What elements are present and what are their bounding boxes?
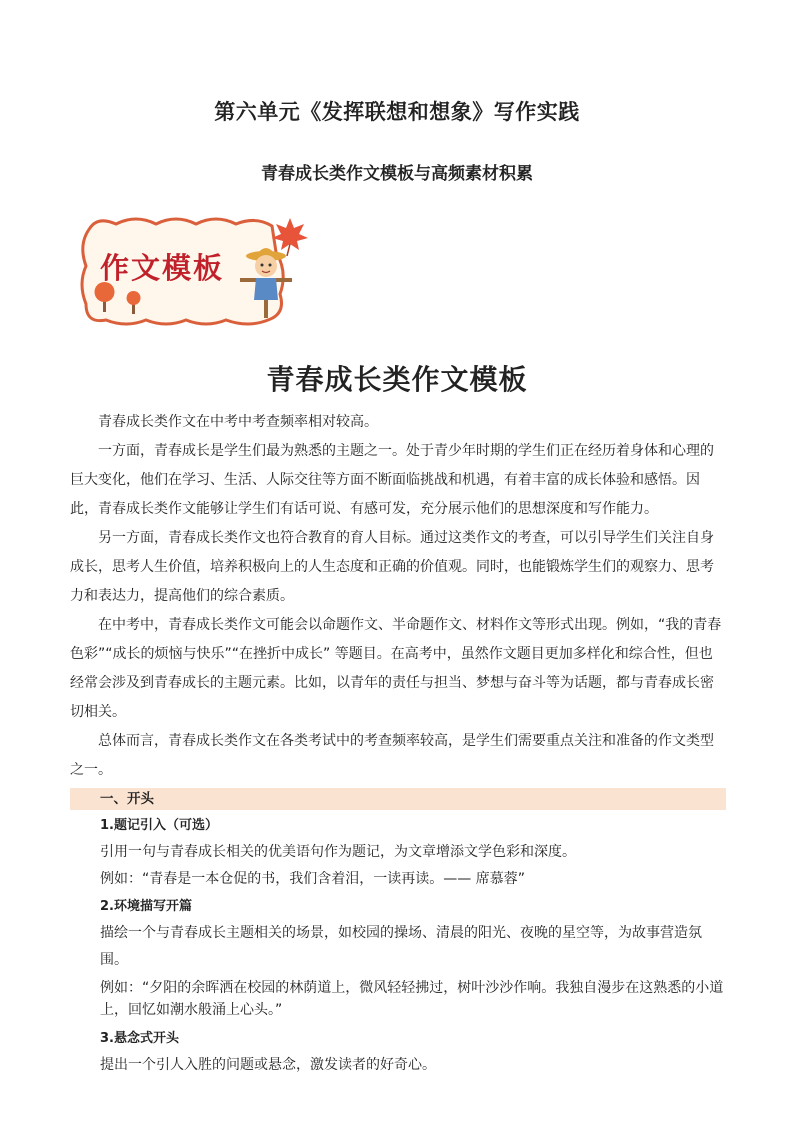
maple-leaf-icon <box>272 218 308 256</box>
subsection-example: 例如：“青春是一本仓促的书，我们含着泪，一读再读。—— 席慕蓉” <box>100 871 525 887</box>
document-title: 第六单元《发挥联想和想象》写作实践 <box>214 100 580 124</box>
section-heading: 一、开头 <box>70 788 726 810</box>
subsection-description: 描绘一个与青春成长主题相关的场景，如校园的操场、清晨的阳光、夜晚的星空等，为故事营造氛围。 <box>100 925 702 968</box>
paragraph: 一方面，青春成长是学生们最为熟悉的主题之一。处于青少年时期的学生们正在经历着身体和心理的巨大变化，他们在学习、生活、人际交往等方面不断面临挑战和机遇，有着丰富的成长体验和感悟。因此，青春成长类作文能够让学生们有话可说、有感可发，充分展示他们的思想深度和写作能力。 <box>70 443 714 517</box>
subsection-description: 提出一个引人入胜的问题或悬念，激发读者的好奇心。 <box>100 1057 436 1073</box>
subsection-title: 3.悬念式开头 <box>100 1031 179 1046</box>
subsection-title: 1.题记引入（可选） <box>100 818 218 833</box>
section-main-title: 青春成长类作文模板 <box>266 363 528 396</box>
paragraph: 总体而言，青春成长类作文在各类考试中的考查频率较高，是学生们需要重点关注和准备的作文类型之一。 <box>70 733 714 778</box>
subsection-description: 引用一句与青春成长相关的优美语句作为题记，为文章增添文学色彩和深度。 <box>100 844 576 860</box>
document-body <box>70 408 726 1079</box>
paragraph: 在中考中，青春成长类作文可能会以命题作文、半命题作文、材料作文等形式出现。例如，“我的青春色彩”“成长的烦恼与快乐”“在挫折中成长” 等题目。在高考中，虽然作文题目更加多样化和综合性，但也经常会涉及到青春成长的主题元素。比如，以青年的责任与担当、梦想与奋斗等为话题，都与青春成长密切相关。 <box>70 617 722 720</box>
template-badge <box>76 212 316 330</box>
badge-text: 作文模板 <box>100 251 225 285</box>
subsection-example: 例如：“夕阳的余晖洒在校园的林荫道上，微风轻轻拂过，树叶沙沙作响。我独自漫步在这熟悉的小道上，回忆如潮水般涌上心头。” <box>100 980 724 1018</box>
badge-frame-illustration <box>76 212 316 330</box>
paragraph: 青春成长类作文在中考中考查频率相对较高。 <box>98 414 378 430</box>
subsection-title: 2.环境描写开篇 <box>100 899 192 914</box>
paragraph: 另一方面，青春成长类作文也符合教育的育人目标。通过这类作文的考查，可以引导学生们关注自身成长，思考人生价值，培养积极向上的人生态度和正确的价值观。同时，也能锻炼学生们的观察力、思考力和表达力，提高他们的综合素质。 <box>70 530 714 604</box>
document-subtitle: 青春成长类作文模板与高频素材积累 <box>261 164 533 184</box>
